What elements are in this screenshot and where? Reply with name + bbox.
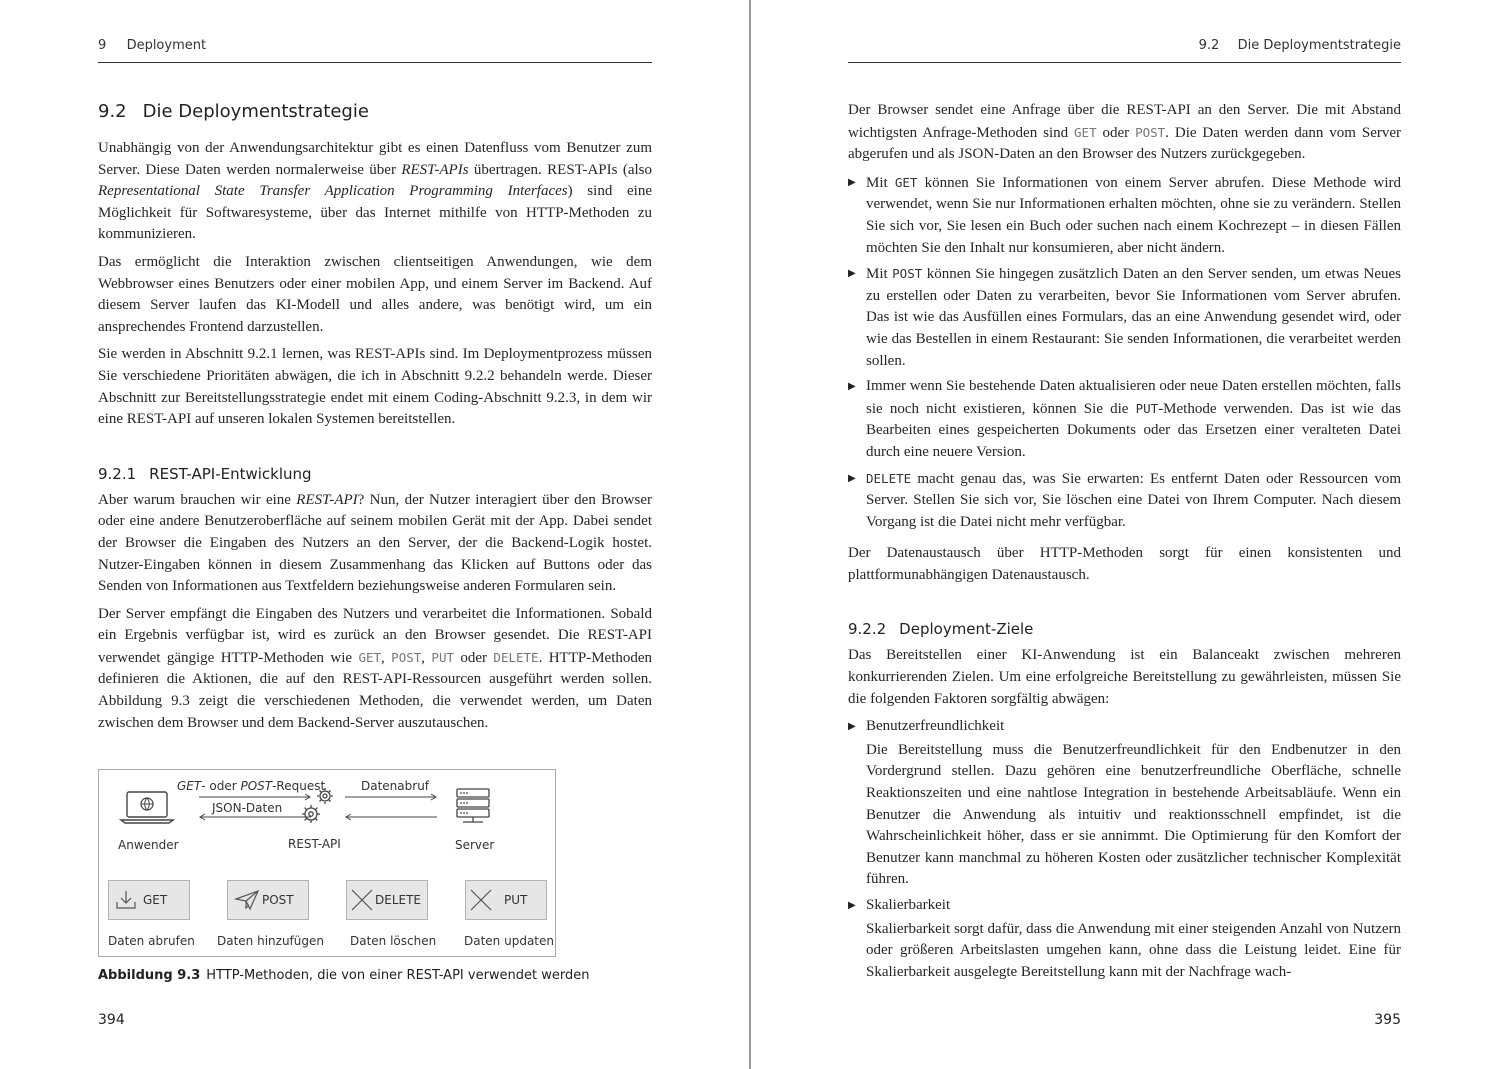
text-run: ) sind eine Möglichkeit für Softwaresysteme, über das Internet mithilfe von HTTP-Methoden zu kommunizieren. bbox=[98, 183, 652, 243]
emphasis: REST-APIs bbox=[401, 161, 469, 178]
desc-delete: Daten löschen bbox=[350, 934, 437, 948]
laptop-icon bbox=[119, 790, 175, 824]
triangle-bullet-icon: ▶ bbox=[848, 721, 856, 733]
code-get: GET bbox=[358, 649, 382, 665]
caption-text: HTTP-Methoden, die von einer REST-API verwendet werden bbox=[206, 968, 590, 983]
subsection-heading bbox=[848, 619, 1401, 639]
download-icon bbox=[115, 889, 137, 911]
left-page bbox=[0, 0, 749, 1069]
desc-post: Daten hinzufügen bbox=[217, 934, 324, 948]
label-restapi: REST-API bbox=[288, 837, 341, 851]
label-anwender: Anwender bbox=[118, 838, 179, 852]
chapter-number: 9 bbox=[98, 38, 107, 53]
text-run: Mit bbox=[866, 266, 893, 283]
section-number: 9.2 bbox=[1198, 38, 1220, 53]
text-run: macht genau das, was Sie erwarten: Es entfernt Daten oder Ressourcen vom Server. Stellen Sie sich vor, Sie löschen eine Datei von Ihrem Computer. Nach diesem Vorgang ist die Datei nicht mehr verfügbar. bbox=[866, 470, 1401, 530]
page-number: 395 bbox=[1374, 1012, 1401, 1028]
subsection-heading bbox=[98, 464, 652, 484]
code-post: POST bbox=[391, 649, 422, 665]
code-put: PUT bbox=[431, 649, 454, 665]
paragraph bbox=[98, 490, 652, 598]
paragraph bbox=[98, 604, 652, 735]
term-description: Die Bereitstellung muss die Benutzerfreundlichkeit für den Endbenutzer in den Vordergrund stellen. Dazu gehören eine benutzerfreundliche Oberfläche, schnelle Reaktionszeiten und eine nahtlose Integration in bestehende Arbeitsabläufe. Wenn ein Benutzer die Anwendung als intuitiv und reaktionsschnell empfindet, ist die Wahrscheinlichkeit höher, dass er sie annimmt. Die Optimierung für den Komfort der Benutzer kann manchmal zu höheren Kosten oder zusätzlicher technischer Komplexität führen. bbox=[866, 741, 1401, 888]
label-datenabruf: Datenabruf bbox=[361, 779, 430, 793]
update-x-icon bbox=[469, 888, 493, 912]
caption-label: Abbildung 9.3 bbox=[98, 968, 201, 983]
right-page bbox=[751, 0, 1500, 1069]
text-run: Der Browser sendet eine Anfrage über die REST-API an den Server. Die mit Abstand wichtigsten Anfrage-Methoden sind bbox=[848, 102, 1401, 141]
list-item bbox=[848, 376, 1401, 463]
label-json: JSON-Daten bbox=[212, 801, 283, 815]
text-run: , bbox=[421, 649, 432, 666]
subsection-number: 9.2.2 bbox=[848, 620, 887, 639]
code-post: POST bbox=[892, 266, 923, 282]
label-server: Server bbox=[455, 838, 495, 852]
paragraph: Sie werden in Abschnitt 9.2.1 lernen, was REST-APIs sind. Im Deploymentprozess müssen Sie verschiedene Prioritäten abwägen, die ich in Abschnitt 9.2.2 behandeln werde. Dieser Abschnitt zur Bereitstellungsstrategie endet mit einem Coding-Abschnitt 9.2.3, in dem wir eine REST-API auf unseren lokalen Systemen bereitstellen. bbox=[98, 346, 652, 428]
text-run: können Sie Informationen von einem Server abrufen. Diese Methode wird verwendet, wenn Sie nur Informationen erhalten möchten, ohne sie zu verändern. Stellen Sie sich vor, Sie lesen ein Buch oder suchen nach einem Kochrezept – in diesen Fällen möchten Sie den Inhalt nur konsumieren, aber nicht ändern. bbox=[866, 174, 1401, 256]
paragraph: Das Bereitstellen einer KI-Anwendung ist ein Balanceakt zwischen mehreren konkurrierenden Zielen. Um eine erfolgreiche Bereitstellung zu gewährleisten, müssen Sie die folgenden Faktoren sorgfältig abwägen: bbox=[848, 647, 1401, 707]
paragraph: Das ermöglicht die Interaktion zwischen clientseitigen Anwendungen, wie dem Webbrowser eines Benutzers oder einer mobilen App, und einem Server im Backend. Auf diesem Server laufen das KI-Modell und alles andere, was benötigt wird, um ein ansprechendes Frontend darzustellen. bbox=[98, 253, 652, 335]
triangle-bullet-icon: ▶ bbox=[848, 900, 856, 911]
section-title: Die Deploymentstrategie bbox=[142, 101, 369, 122]
subsection-number: 9.2.1 bbox=[98, 464, 137, 483]
emphasis: Representational State Transfer Application Programming Interfaces bbox=[98, 183, 568, 200]
term-benutzerfreundlichkeit: Benutzerfreundlichkeit bbox=[866, 718, 1005, 735]
text-run: oder bbox=[1096, 124, 1136, 141]
label-request-get: GET bbox=[177, 779, 202, 793]
method-post-label: POST bbox=[262, 893, 294, 907]
header-rule bbox=[848, 62, 1401, 63]
running-head bbox=[1199, 38, 1401, 53]
gears-icon bbox=[297, 784, 339, 828]
method-delete-label: DELETE bbox=[375, 893, 422, 907]
subsection-title: REST-API-Entwicklung bbox=[149, 464, 312, 483]
bullet-list-methods bbox=[848, 172, 1401, 534]
code-put: PUT bbox=[1135, 400, 1159, 416]
bullet-list-goals bbox=[848, 895, 1401, 917]
desc-get: Daten abrufen bbox=[108, 934, 195, 948]
code-get: GET bbox=[894, 174, 918, 190]
code-post: POST bbox=[1135, 124, 1166, 140]
triangle-bullet-icon: ▶ bbox=[848, 176, 856, 188]
section-title: Die Deploymentstrategie bbox=[1237, 38, 1401, 53]
method-post-box bbox=[227, 880, 309, 920]
method-get-box bbox=[108, 880, 190, 920]
section-number: 9.2 bbox=[98, 101, 127, 122]
text-run: können Sie hingegen zusätzlich Daten an den Server senden, um etwas Neues zu erstellen oder Daten zu verarbeiten, bevor Sie Informationen vom Server abrufen. Das ist wie das Ausfüllen eines Formulars, das an eine Anwendung gesendet wird, oder wie das Bestellen in einem Restaurant: Sie senden Informationen, die verarbeitet werden sollen. bbox=[866, 266, 1401, 369]
text-run: -Methode verwenden. Das ist wie das Bearbeiten eines gespeicherten Dokuments oder das Ersetzen einer veralteten Datei durch eine neuere Version. bbox=[866, 400, 1401, 460]
page-number: 394 bbox=[98, 1012, 125, 1028]
desc-put: Daten updaten bbox=[464, 934, 554, 948]
left-column bbox=[98, 100, 652, 734]
paragraph bbox=[848, 100, 1401, 166]
method-put-label: PUT bbox=[504, 893, 528, 907]
list-item bbox=[848, 263, 1401, 372]
list-item-term bbox=[848, 895, 1401, 917]
emphasis: REST-API bbox=[296, 491, 358, 508]
right-column bbox=[848, 100, 1401, 983]
subsection-title: Deployment-Ziele bbox=[899, 620, 1034, 639]
text-run: übertragen. REST-APIs (also bbox=[468, 161, 652, 178]
method-put-box bbox=[465, 880, 547, 920]
label-request-post: POST bbox=[240, 779, 273, 793]
section-heading bbox=[98, 100, 652, 124]
text-run: . Die Daten werden dann vom Server abgerufen und als JSON-Daten an den Browser des Nutzers zurückgegeben. bbox=[848, 124, 1402, 163]
label-request-mid: - oder bbox=[201, 779, 241, 793]
term-skalierbarkeit: Skalierbarkeit bbox=[866, 897, 951, 913]
triangle-bullet-icon: ▶ bbox=[848, 381, 856, 393]
arrows-api-server bbox=[343, 793, 439, 821]
text-run: oder bbox=[454, 649, 494, 666]
figure-http-methods bbox=[98, 769, 556, 957]
server-icon bbox=[453, 787, 493, 827]
list-item bbox=[848, 468, 1401, 534]
chapter-title: Deployment bbox=[126, 38, 207, 53]
list-item-term bbox=[848, 716, 1401, 738]
code-get: GET bbox=[1074, 124, 1097, 140]
text-run: Unabhängig von der Anwendungsarchitektur gibt es einen Datenfluss vom Benutzer zum Server. Diese Daten werden normalerweise über bbox=[98, 140, 652, 178]
code-delete: DELETE bbox=[493, 649, 539, 665]
delete-x-icon bbox=[350, 888, 374, 912]
running-head bbox=[98, 38, 206, 53]
method-delete-box bbox=[346, 880, 428, 920]
triangle-bullet-icon: ▶ bbox=[848, 268, 856, 280]
text-run: ? Nun, der Nutzer interagiert über den Browser oder eine andere Benutzeroberfläche auf seinem mobilen Gerät mit der App. Dabei sendet der Browser die Eingaben des Nutzers an den Server, der die Backend-Logik hostet. Nutzer-Eingaben können in diesem Zusammenhang das Klicken auf Buttons oder das Senden von Informationen aus Textfeldern beziehungsweise anderen Formularen sein. bbox=[98, 491, 652, 595]
figure-caption bbox=[98, 968, 590, 983]
text-run: Der Server empfängt die Eingaben des Nutzers und verarbeitet die Informationen. Sobald ein Ergebnis verfügbar ist, wird es zurück an den Browser gesendet. Die REST-API verwendet gängige HTTP-Methoden wie bbox=[98, 605, 652, 666]
text-run: Mit bbox=[866, 174, 895, 191]
text-run: Immer wenn Sie bestehende Daten aktualisieren oder neue Daten erstellen möchten, falls sie noch nicht existieren, können Sie die bbox=[866, 378, 1401, 417]
paragraph: Der Datenaustausch über HTTP-Methoden sorgt für einen konsistenten und plattformunabhängigen Datenaustausch. bbox=[848, 545, 1401, 583]
code-delete: DELETE bbox=[866, 470, 912, 486]
header-rule bbox=[98, 62, 652, 63]
bullet-list-goals bbox=[848, 716, 1401, 738]
method-get-label: GET bbox=[143, 893, 168, 907]
paragraph bbox=[98, 138, 652, 246]
term-description: Skalierbarkeit sorgt dafür, dass die Anwendung mit einer steigenden Anzahl von Nutzern oder größeren Arbeitslasten umgehen kann, ohne dass die Leistung leidet. Eine für Skalierbarkeit ausgelegte Bereitstellung kann mit der Nachfrage wach- bbox=[866, 920, 1401, 980]
label-request-end: -Request bbox=[272, 779, 326, 793]
list-item bbox=[848, 172, 1401, 259]
text-run: Aber warum brauchen wir eine bbox=[98, 491, 297, 508]
text-run: , bbox=[381, 649, 392, 666]
text-run: . HTTP-Methoden definieren die Aktionen, die auf den REST-API-Ressourcen ausgeführt werden sollen. Abbildung 9.3 zeigt die verschiedenen Methoden, die verwendet werden, um Daten zwischen dem Browser und dem Backend-Server auszutauschen. bbox=[98, 649, 653, 731]
paper-plane-icon bbox=[234, 889, 260, 911]
triangle-bullet-icon: ▶ bbox=[848, 472, 856, 484]
